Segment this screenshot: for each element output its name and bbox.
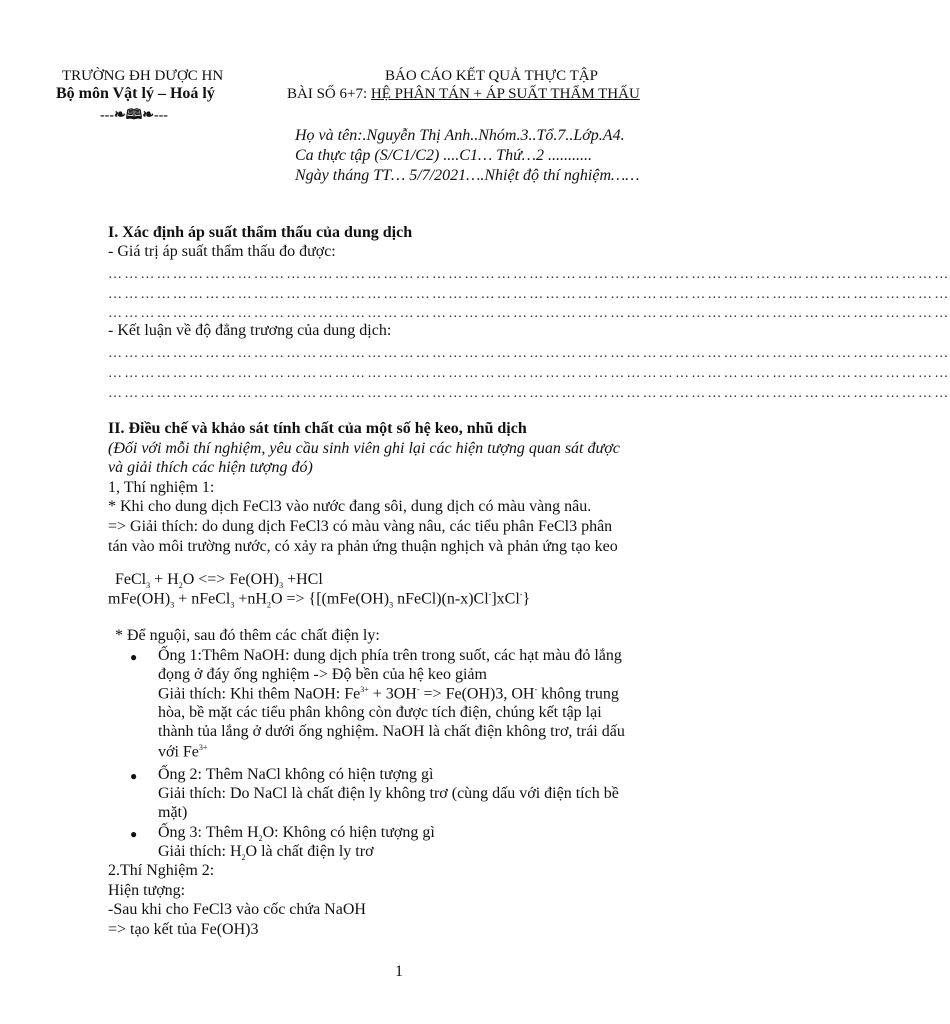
section1-item1: - Giá trị áp suất thẩm thấu đo được: xyxy=(108,243,336,260)
dotted-line: ………………………………………………………………………………………………………………………………………… xyxy=(108,267,950,282)
tube2-explanation: Giải thích: Do NaCl là chất điện ly không trơ (cùng dấu với điện tích bề xyxy=(158,785,619,802)
tube1-explanation: thành tủa lắng ở dưới ống nghiệm. NaOH là chất điện không trơ, trái dấu xyxy=(158,723,625,740)
exp2-title: 2.Thí Nghiệm 2: xyxy=(108,862,215,879)
section2-heading: II. Điều chế và khảo sát tính chất của một số hệ keo, nhũ dịch xyxy=(108,420,527,437)
equation-1: FeCl$_3$ + $H_2O$ <=> $Fe(OH)_3 +HCl$ xyxy=(115,571,323,591)
section1-heading: I. Xác định áp suất thẩm thấu của dung dịch xyxy=(108,224,413,241)
tube2-text: Ống 2: Thêm NaCl không có hiện tượng gì xyxy=(158,766,434,783)
cooling-instruction: * Để nguội, sau đó thêm các chất điện ly: xyxy=(115,627,380,644)
student-name-line: Họ và tên:.Nguyễn Thị Anh..Nhóm.3..Tổ.7..Lớp.A4. xyxy=(295,127,625,144)
tube3-text: Ống 3: Thêm $H_2O$: Không có hiện tượng gì xyxy=(158,824,435,844)
tube1-text: Ống 1:Thêm NaOH: dung dịch phía trên trong suốt, các hạt màu đỏ lắng xyxy=(158,647,622,664)
section2-note: và giải thích các hiện tượng đó) xyxy=(108,459,313,476)
dotted-line: ………………………………………………………………………………………………………………………………………… xyxy=(108,346,950,361)
dotted-line: ………………………………………………………………………………………………………………………………………… xyxy=(108,366,950,381)
dotted-line: ………………………………………………………………………………………………………………………………………… xyxy=(108,386,950,401)
bullet-icon: ● xyxy=(130,650,138,664)
section1-item2: - Kết luận về độ đẳng trương của dung dịch: xyxy=(108,322,392,339)
date-line: Ngày tháng TT… 5/7/2021….Nhiệt độ thí nghiệm…… xyxy=(295,167,640,184)
tube1-explanation: Giải thích: Khi thêm NaOH: $Fe^{3+} + 3OH^- => Fe(OH)3$, OH- không trung xyxy=(158,685,619,703)
exp1-title: 1, Thí nghiệm 1: xyxy=(108,479,215,496)
department-name: Bộ môn Vật lý – Hoá lý xyxy=(56,85,215,102)
bullet-icon: ● xyxy=(130,827,138,841)
lesson-prefix: BÀI SỐ 6+7: xyxy=(287,86,368,102)
report-title: BÁO CÁO KẾT QUẢ THỰC TẬP xyxy=(385,68,598,84)
exp2-line: -Sau khi cho FeCl3 vào cốc chứa NaOH xyxy=(108,901,366,918)
ornament: ---❧🕮❧--- xyxy=(100,108,168,123)
school-name: TRƯỜNG ĐH DƯỢC HN xyxy=(62,68,224,84)
exp1-explanation: => Giải thích: do dung dịch FeCl3 có màu vàng nâu, các tiểu phân FeCl3 phân xyxy=(108,518,613,535)
tube1-text: đọng ở đáy ống nghiệm -> Độ bền của hệ keo giảm xyxy=(158,666,487,683)
tube1-explanation: với $Fe^{3+}$ xyxy=(158,743,208,761)
equation-2: $mFe(OH)_3$ + nFeCl$_3$ $+nH_2O => \{[(mFe(OH)_3$ nFeCl)(n-x)Cl-]xCl-} xyxy=(108,590,531,610)
tube3-explanation: Giải thích: $H_2O$ là chất điện ly trơ xyxy=(158,843,374,863)
section2-note: (Đối với mỗi thí nghiệm, yêu cầu sinh viên ghi lại các hiện tượng quan sát được xyxy=(108,440,620,457)
dotted-line: ………………………………………………………………………………………………………………………………………… xyxy=(108,287,950,302)
tube1-explanation: hòa, bề mặt các tiểu phân không còn được tích điện, chúng kết tập lại xyxy=(158,704,602,721)
session-line: Ca thực tập (S/C1/C2) ....C1… Thứ…2 ........... xyxy=(295,147,593,164)
lesson-name: HỆ PHÂN TÁN + ÁP SUẤT THẨM THẤU xyxy=(370,86,640,102)
exp2-line: => tạo kết tủa Fe(OH)3 xyxy=(108,921,259,938)
page-number: 1 xyxy=(395,963,403,980)
lesson-title xyxy=(287,86,640,103)
exp2-phenomenon: Hiện tượng: xyxy=(108,882,186,899)
exp1-explanation: tán vào môi trường nước, có xảy ra phản ứng thuận nghịch và phản ứng tạo keo xyxy=(108,538,618,555)
exp1-observation: * Khi cho dung dịch FeCl3 vào nước đang sôi, dung dịch có màu vàng nâu. xyxy=(108,498,592,515)
dotted-line: ………………………………………………………………………………………………………………………………………… xyxy=(108,306,950,321)
tube2-explanation: mặt) xyxy=(158,804,188,821)
bullet-icon: ● xyxy=(130,769,138,783)
